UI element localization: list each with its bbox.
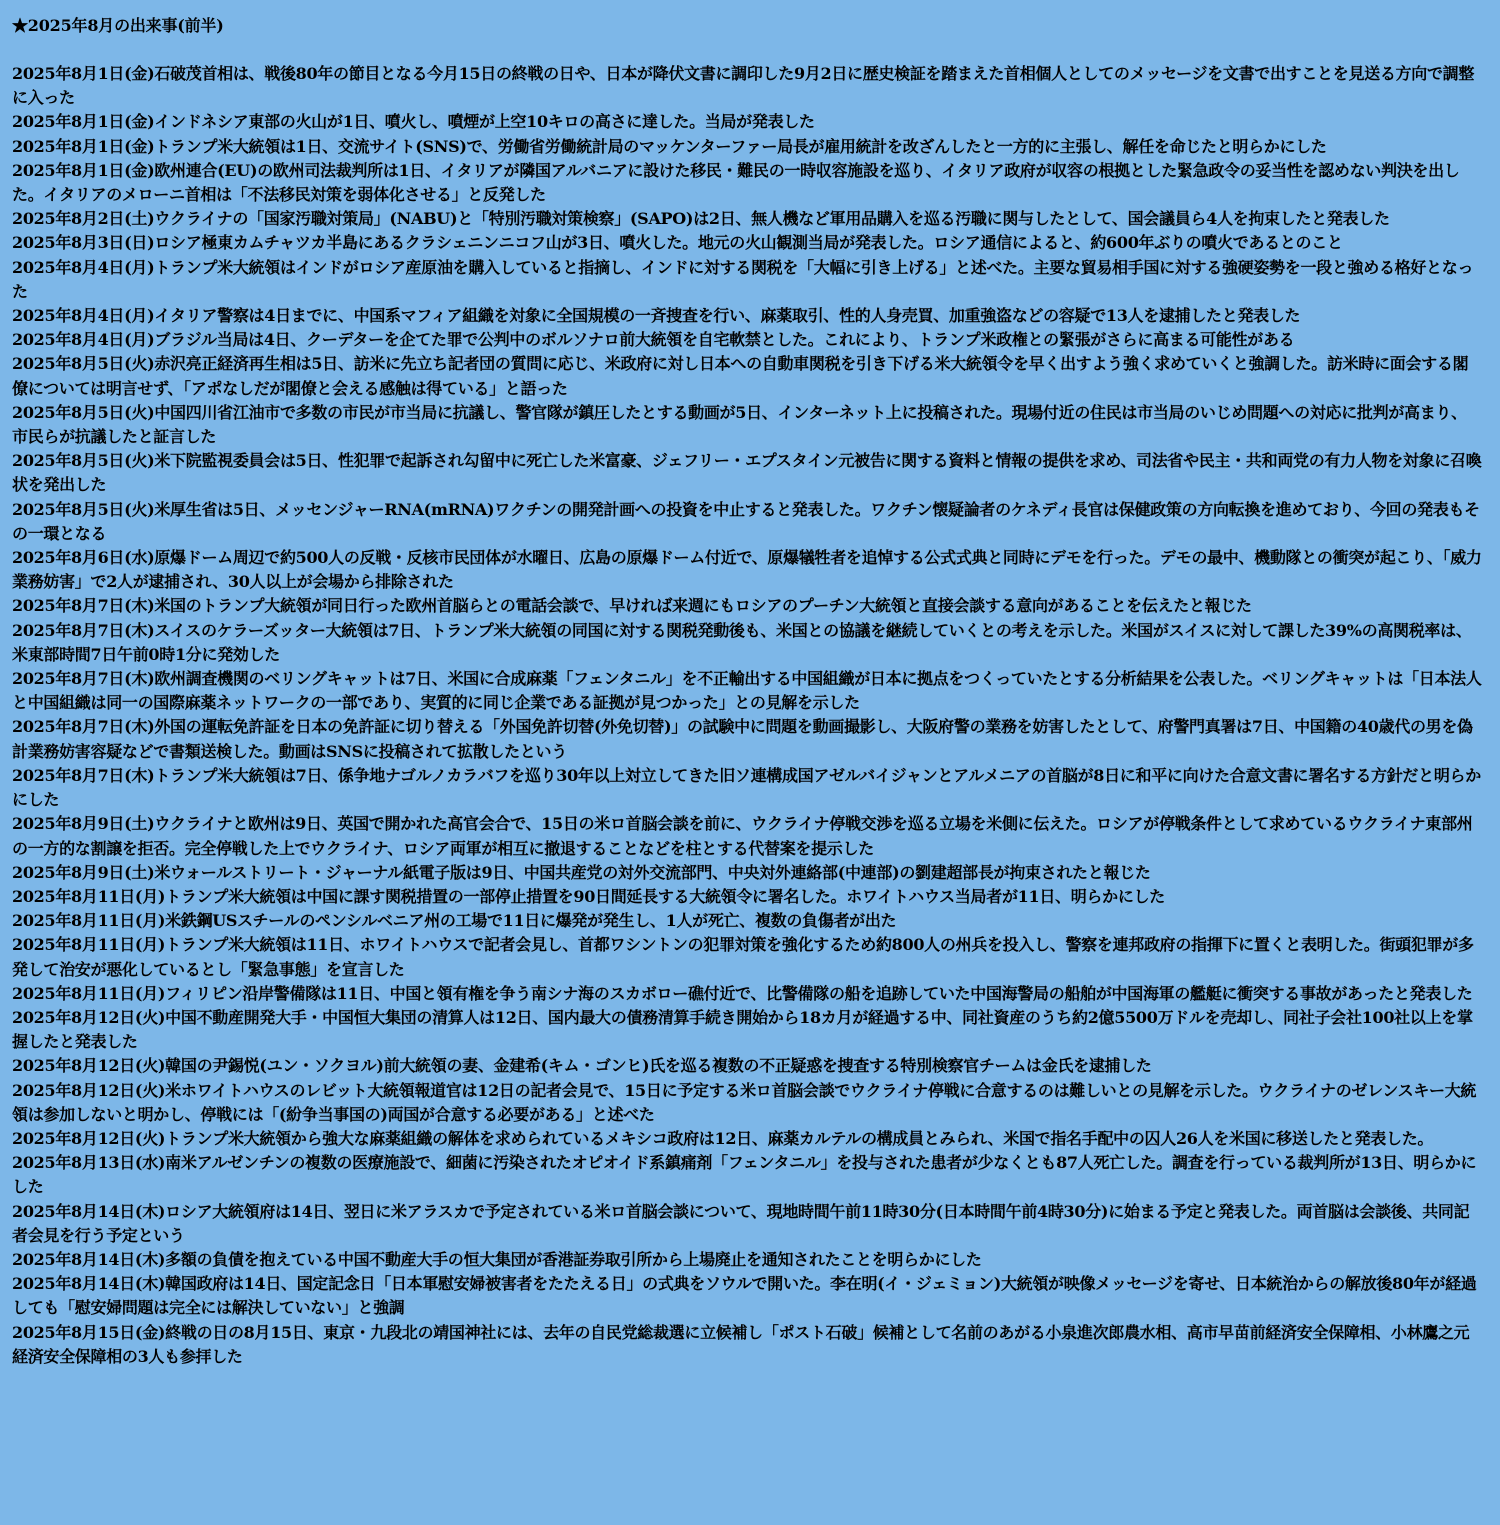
event-item: 2025年8月9日(土)米ウォールストリート・ジャーナル紙電子版は9日、中国共産党の対外交流部門、中央対外連絡部(中連部)の劉建超部長が拘束されたと報じた [12, 862, 1151, 882]
event-item: 2025年8月7日(木)スイスのケラーズッター大統領は7日、トランプ米大統領の同国に対する関税発動後も、米国との協議を継続していくとの考えを示した。米国がスイスに対して課した39%の高関税率は、米東部時間7日午前0時1分に発効した [12, 620, 1472, 664]
event-item: 2025年8月1日(金)トランプ米大統領は1日、交流サイト(SNS)で、労働省労働統計局のマッケンターファー局長が雇用統計を改ざんしたと一方的に主張し、解任を命じたと明らかにした [12, 136, 1327, 156]
event-item: 2025年8月12日(火)トランプ米大統領から強大な麻薬組織の解体を求められているメキシコ政府は12日、麻薬カルテルの構成員とみられ、米国で指名手配中の囚人26人を米国に移送したと発表した。 [12, 1128, 1434, 1148]
event-item: 2025年8月12日(火)米ホワイトハウスのレビット大統領報道官は12日の記者会見で、15日に予定する米ロ首脳会談でウクライナ停戦に合意するのは難しいとの見解を示した。ウクライナのゼレンスキー大統領は参加しないと明かし、停戦には「(紛争当事国の)両国が合意する必要がある」と述べた [12, 1080, 1477, 1124]
event-item: 2025年8月5日(火)米下院監視委員会は5日、性犯罪で起訴され勾留中に死亡した米富豪、ジェフリー・エプスタイン元被告に関する資料と情報の提供を求め、司法省や民主・共和両党の有力人物を対象に召喚状を発出した [12, 451, 1482, 495]
event-item: 2025年8月4日(月)ブラジル当局は4日、クーデターを企てた罪で公判中のボルソナロ前大統領を自宅軟禁とした。これにより、トランプ米政権との緊張がさらに高まる可能性がある [12, 330, 1295, 350]
event-item: 2025年8月13日(水)南米アルゼンチンの複数の医療施設で、細菌に汚染されたオピオイド系鎮痛剤「フェンタニル」を投与された患者が少なくとも87人死亡した。調査を行っている裁判所が13日、明らかにした [12, 1153, 1477, 1197]
page-heading: ★2025年8月の出来事(前半) [12, 16, 224, 35]
event-item: 2025年8月4日(月)イタリア警察は4日までに、中国系マフィア組織を対象に全国規模の一斉捜査を行い、麻薬取引、性的人身売買、加重強盗などの容疑で13人を逮捕したと発表した [12, 306, 1301, 326]
event-item: 2025年8月14日(木)多額の負債を抱えている中国不動産大手の恒大集団が香港証券取引所から上場廃止を通知されたことを明らかにした [12, 1249, 982, 1269]
event-item: 2025年8月14日(木)ロシア大統領府は14日、翌日に米アラスカで予定されている米ロ首脳会談について、現地時間午前11時30分(日本時間午前4時30分)に始まる予定と発表した。両首脳は会談後、共同記者会見を行う予定という [12, 1201, 1470, 1245]
event-item: 2025年8月7日(木)米国のトランプ大統領が同日行った欧州首脳らとの電話会談で、早ければ来週にもロシアのプーチン大統領と直接会談する意向があることを伝えたと報じた [12, 596, 1252, 616]
event-item: 2025年8月11日(月)米鉄鋼USスチールのペンシルベニア州の工場で11日に爆発が発生し、1人が死亡、複数の負傷者が出た [12, 911, 897, 931]
event-item: 2025年8月2日(土)ウクライナの「国家汚職対策局」(NABU)と「特別汚職対策検察」(SAPO)は2日、無人機など軍用品購入を巡る汚職に関与したとして、国会議員ら4人を拘束したと発表した [12, 209, 1390, 229]
event-item: 2025年8月15日(金)終戦の日の8月15日、東京・九段北の靖国神社には、去年の自民党総裁選に立候補し「ポスト石破」候補として名前のあがる小泉進次郎農水相、高市早苗前経済安全保障相、小林鷹之元経済安全保障相の3人も参拝した [12, 1322, 1470, 1366]
event-item: 2025年8月6日(水)原爆ドーム周辺で約500人の反戦・反核市民団体が水曜日、広島の原爆ドーム付近で、原爆犠牲者を追悼する公式式典と同時にデモを行った。デモの最中、機動隊との衝突が起こり、「威力業務妨害」で2人が逮捕され、30人以上が会場から排除された [12, 548, 1482, 592]
event-item: 2025年8月1日(金)石破茂首相は、戦後80年の節目となる今月15日の終戦の日や、日本が降伏文書に調印した9月2日に歴史検証を踏まえた首相個人としてのメッセージを文書で出すことを見送る方向で調整に入った [12, 64, 1475, 108]
event-item: 2025年8月12日(火)中国不動産開発大手・中国恒大集団の清算人は12日、国内最大の債務清算手続き開始から18カ月が経過する中、同社資産のうち約2億5500万ドルを売却し、同社子会社100社以上を掌握したと発表した [12, 1007, 1473, 1052]
event-item: 2025年8月11日(月)トランプ米大統領は11日、ホワイトハウスで記者会見し、首都ワシントンの犯罪対策を強化するため約800人の州兵を投入し、警察を連邦政府の指揮下に置くと表明した。街頭犯罪が多発して治安が悪化しているとし「緊急事態」を宣言した [12, 935, 1474, 979]
event-item: 2025年8月11日(月)フィリピン沿岸警備隊は11日、中国と領有権を争う南シナ海のスカボロー礁付近で、比警備隊の船を追跡していた中国海警局の船舶が中国海軍の艦艇に衝突する事故があったと発表した [12, 983, 1473, 1003]
event-item: 2025年8月7日(木)外国の運転免許証を日本の免許証に切り替える「外国免許切替(外免切替)」の試験中に問題を動画撮影し、大阪府警の業務を妨害したとして、府警門真署は7日、中国籍の40歳代の男を偽計業務妨害容疑などで書類送検した。動画はSNSに投稿されて拡散したという [12, 717, 1473, 761]
event-item: 2025年8月7日(木)トランプ米大統領は7日、係争地ナゴルノカラバフを巡り30年以上対立してきた旧ソ連構成国アゼルバイジャンとアルメニアの首脳が8日に和平に向けた合意文書に署名する方針だと明らかにした [12, 765, 1481, 810]
event-item: 2025年8月12日(火)韓国の尹錫悦(ユン・ソクヨル)前大統領の妻、金建希(キム・ゴンヒ)氏を巡る複数の不正疑惑を捜査する特別検察官チームは金氏を逮捕した [12, 1056, 1152, 1076]
event-item: 2025年8月5日(火)赤沢亮正経済再生相は5日、訪米に先立ち記者団の質問に応じ、米政府に対し日本への自動車関税を引き下げる米大統領令を早く出すよう強く求めていくと強調した。訪米時に面会する閣僚については明言せず、「アポなしだが閣僚と会える感触は得ている」と語った [12, 354, 1469, 398]
event-item: 2025年8月1日(金)欧州連合(EU)の欧州司法裁判所は1日、イタリアが隣国アルバニアに設けた移民・難民の一時収容施設を巡り、イタリア政府が収容の根拠とした緊急政令の妥当性を認めない判決を出した。イタリアのメローニ首相は「不法移民対策を弱体化させる」と反発した [12, 160, 1460, 205]
events-list [12, 62, 1482, 1369]
event-item: 2025年8月14日(木)韓国政府は14日、国定記念日「日本軍慰安婦被害者をたたえる日」の式典をソウルで開いた。李在明(イ・ジェミョン)大統領が映像メッセージを寄せ、日本統治からの解放後80年が経過しても「慰安婦問題は完全には解決していない」と強調 [12, 1274, 1477, 1318]
event-item: 2025年8月1日(金)インドネシア東部の火山が1日、噴火し、噴煙が上空10キロの高さに達した。当局が発表した [12, 112, 815, 132]
event-item: 2025年8月5日(火)米厚生省は5日、メッセンジャーRNA(mRNA)ワクチンの開発計画への投資を中止すると発表した。ワクチン懐疑論者のケネディ長官は保健政策の方向転換を進めており、今回の発表もその一環となる [12, 499, 1480, 543]
event-item: 2025年8月4日(月)トランプ米大統領はインドがロシア産原油を購入していると指摘し、インドに対する関税を「大幅に引き上げる」と述べた。主要な貿易相手国に対する強硬姿勢を一段と強める格好となった [12, 257, 1474, 301]
event-item: 2025年8月3日(日)ロシア極東カムチャツカ半島にあるクラシェニンニコフ山が3日、噴火した。地元の火山観測当局が発表した。ロシア通信によると、約600年ぶりの噴火であるとのこと [12, 233, 1343, 253]
event-item: 2025年8月9日(土)ウクライナと欧州は9日、英国で開かれた高官会合で、15日の米ロ首脳会談を前に、ウクライナ停戦交渉を巡る立場を米側に伝えた。ロシアが停戦条件として求めているウクライナ東部州の一方的な割譲を拒否。完全停戦した上でウクライナ、ロシア両軍が相互に撤退することなどを柱とする代替案を提示した [12, 814, 1473, 858]
event-item: 2025年8月11日(月)トランプ米大統領は中国に課す関税措置の一部停止措置を90日間延長する大統領令に署名した。ホワイトハウス当局者が11日、明らかにした [12, 886, 1165, 906]
event-item: 2025年8月5日(火)中国四川省江油市で多数の市民が市当局に抗議し、警官隊が鎮圧したとする動画が5日、インターネット上に投稿された。現場付近の住民は市当局のいじめ問題への対応に批判が高まり、市民らが抗議したと証言した [12, 402, 1467, 447]
event-item: 2025年8月7日(木)欧州調査機関のベリングキャットは7日、米国に合成麻薬「フェンタニル」を不正輸出する中国組織が日本に拠点をつくっていたとする分析結果を公表した。ベリングキャットは「日本法人と中国組織は同一の国際麻薬ネットワークの一部であり、実質的に同じ企業である証拠が見つかった」との見解を示した [12, 669, 1482, 713]
